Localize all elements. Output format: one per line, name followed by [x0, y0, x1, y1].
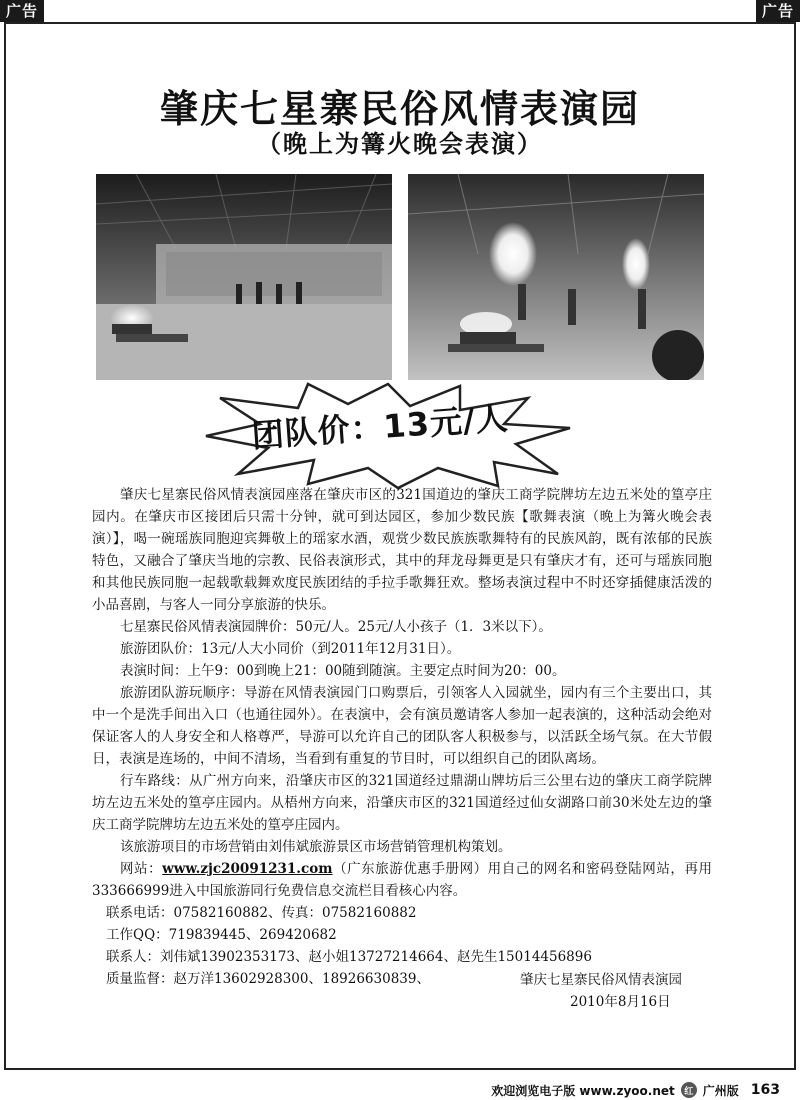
page-title: 肇庆七星寨民俗风情表演园 — [159, 87, 640, 131]
price-list-line: 七星寨民俗风情表演园牌价：50元/人。25元/人小孩子（1．3米以下）。 — [120, 619, 552, 635]
group-price-banner: 团队价：13元/人 — [250, 399, 510, 455]
contact-phone: 联系电话：07582160882、传真：07582160882 — [106, 905, 417, 921]
website-note: （广东旅游优惠手册网）用自己的网名和密码登陆网站，再用333666999进入中国旅游同行免费信息交流栏目看核心内容。 — [92, 861, 713, 899]
ad-tag-left: 广告 — [0, 0, 44, 22]
article-body — [92, 484, 712, 990]
magazine-logo-icon: 红 — [681, 1082, 697, 1098]
intro-paragraph: 肇庆七星寨民俗风情表演园座落在肇庆市区的321国道边的肇庆工商学院牌坊左边五米处的篁亭庄园内。在肇庆市区接团后只需十分钟，就可到达园区，参加少数民族【歌舞表演（晚上为篝火晚会表演）】，喝一碗瑶族同胞迎宾舞敬上的瑶家水酒，观赏少数民族族歌舞特有的民族风韵，既有浓郁的民族特色，又融合了肇庆当地的宗教、民俗表演形式，其中的拜龙母舞更是只有肇庆才有，还可与瑶族同胞和其他民族同胞一起载歌载舞欢度民族团结的手拉手歌舞狂欢。整场表演过程中不时还穿插健康活泼的小品喜剧，与客人一同分享旅游的快乐。 — [92, 487, 712, 613]
planner-line: 该旅游项目的市场营销由刘伟斌旅游景区市场营销管理机构策划。 — [120, 839, 512, 855]
tour-order-paragraph: 旅游团队游玩顺序：导游在风情表演园门口购票后，引领客人入园就坐，园内有三个主要出口，其中一个是洗手间出入口（也通往园外）。在表演中，会有演员邀请客人参加一起表演的，这种活动会绝对保证客人的人身安全和人格尊严，导游可以允许自己的团队客人积极参与，以活跃全场气氛。在大节假日，表演是连场的，中间不清场，当看到有重复的节目时，可以组织自己的团队离场。 — [92, 685, 712, 767]
website-link[interactable]: www.zjc20091231.com — [162, 861, 333, 877]
contact-supervision: 质量监督：赵万洋13602928300、18926630839、 — [106, 971, 430, 987]
route-paragraph: 行车路线：从广州方向来，沿肇庆市区的321国道经过鼎湖山牌坊后三公里右边的肇庆工商学院牌坊左边五米处的篁亭庄园内。从梧州方向来，沿肇庆市区的321国道经过仙女湖路口前30米处左边的肇庆工商学院牌坊左边五米处的篁亭庄园内。 — [92, 773, 712, 833]
ad-tag-right: 广告 — [756, 0, 800, 22]
footer-welcome: 欢迎浏览电子版 www.zyoo.net — [491, 1083, 675, 1098]
website-paragraph — [92, 858, 712, 902]
contact-people: 联系人：刘伟斌13902353173、赵小姐13727214664、赵先生15014456896 — [106, 949, 592, 965]
performance-photo-stage — [96, 174, 392, 380]
show-time-line: 表演时间：上午9：00到晚上21：00随到随演。主要定点时间为20：00。 — [120, 663, 566, 679]
page-footer — [491, 1080, 780, 1100]
footer-edition: 广州版 — [702, 1083, 739, 1098]
signature-date: 2010年8月16日 — [570, 994, 671, 1010]
signature-org: 肇庆七星寨民俗风情表演园 — [520, 972, 682, 988]
page-subtitle: （晚上为篝火晚会表演） — [257, 130, 543, 158]
contact-qq: 工作QQ：719839445、269420682 — [106, 927, 337, 943]
price-burst — [198, 380, 578, 490]
performance-photo-fire — [408, 174, 704, 380]
page-number: 163 — [750, 1082, 780, 1098]
group-price-line: 旅游团队价：13元/人大小同价（到2011年12月31日）。 — [120, 641, 461, 657]
website-label: 网站： — [120, 861, 163, 877]
